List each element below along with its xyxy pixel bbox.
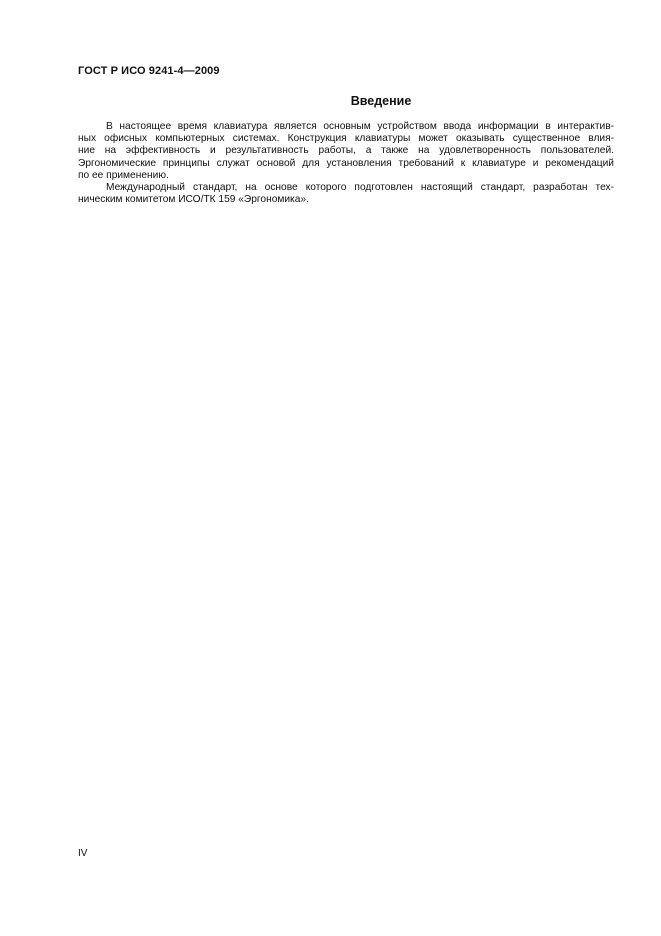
text-line: В настоящее время клавиатура является основным устройством ввода информации в интерактив- [106,121,614,132]
text-line: по ее применению. [78,169,169,181]
text-line: ническим комитетом ИСО/ТК 159 «Эргономика». [78,194,309,206]
paragraph-intro [78,121,614,182]
section-title: Введение [350,94,412,108]
text-line: ных офисных компьютерных системах. Конструкция клавиатуры может оказывать существенное влия- [78,133,614,145]
text-line: Международный стандарт, на основе которого подготовлен настоящий стандарт, разработан тех- [106,182,614,194]
body-text [78,121,614,206]
text-line: Эргономические принципы служат основой для установления требований к клавиатуре и рекомендаций [78,157,614,169]
page-number: IV [78,848,88,859]
paragraph-standard-origin [78,182,614,206]
text-line: ние на эффективность и результативность работы, а также на удовлетворенность пользователей. [78,145,614,157]
document-code-header: ГОСТ Р ИСО 9241-4—2009 [78,65,220,77]
